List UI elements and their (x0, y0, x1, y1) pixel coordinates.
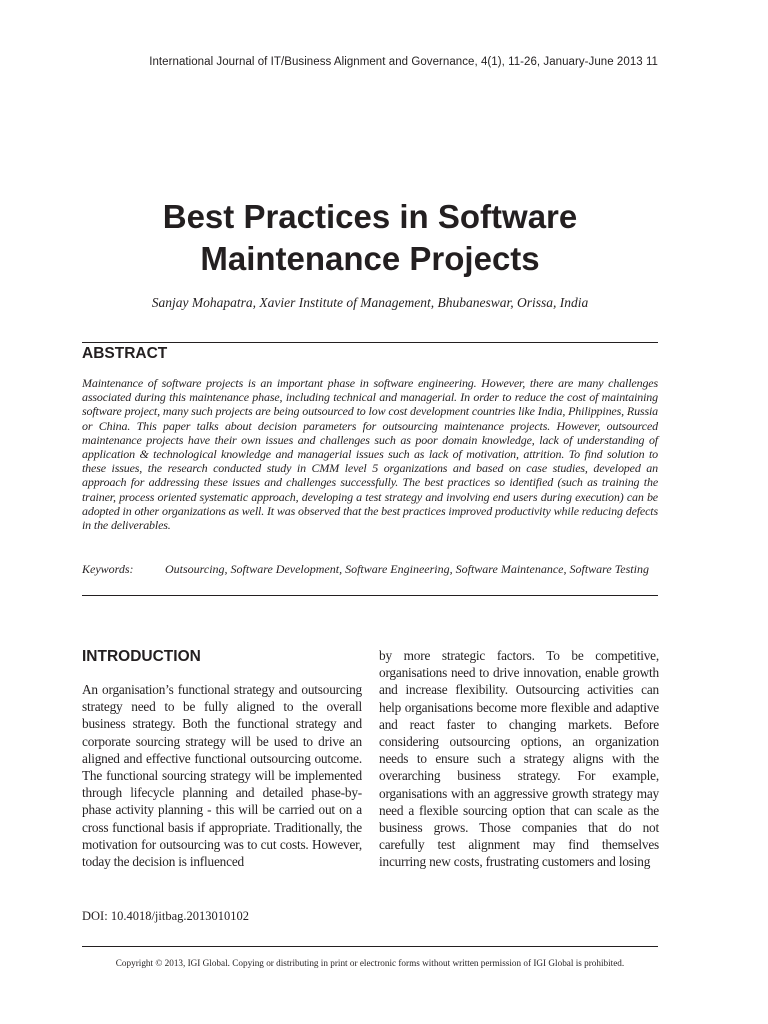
article-title-line-1: Best Practices in Software (162, 198, 578, 235)
introduction-heading: INTRODUCTION (82, 648, 201, 665)
abstract-body: Maintenance of software projects is an important phase in software engineering. However, there are many challenges associated during this maintenance phase, including technical and managerial. In order to reduce the cost of maintaining software project, many such projects are being outsourced to low cost development countries like India, Philippines, Russia or China. This paper talks about decision parameters for outsourcing maintenance projects. However, outsourced maintenance projects have their own issues and challenges such as poor domain knowledge, lack of understanding of application & technological knowledge and managerial issues such as lack of motivation, attrition. To find solution to these issues, the research conducted study in CMM level 5 organizations and based on case studies, developed an approach for addressing these issues and challenges successfully. The best practices so identified (such as training the trainer, process oriented systematic approach, developing a test strategy and involving end users during execution) can be adopted in other organizations as well. It was observed that the best practices improved productivity while reducing defects in the deliverables. (82, 376, 658, 533)
abstract-bottom-rule (82, 595, 658, 596)
article-title (60, 196, 680, 280)
running-header: International Journal of IT/Business Alignment and Governance, 4(1), 11-26, January-June 2013 11 (149, 56, 658, 68)
footer-rule (82, 946, 658, 947)
keywords-label: Keywords: (82, 562, 134, 576)
abstract-top-rule (82, 342, 658, 343)
article-title-line-2: Maintenance Projects (200, 240, 540, 277)
introduction-left-column: An organisation’s functional strategy and outsourcing strategy need to be fully aligned to the overall business strategy. Both the functional strategy and corporate sourcing strategy will be used to drive an aligned and effective functional outsourcing outcome. The functional sourcing strategy will be implemented through lifecycle planning and detailed phase-by-phase activity planning - this will be carried out on a cross functional basis if appropriate. Traditionally, the motivation for outsourcing was to cut costs. However, today the decision is influenced (82, 682, 362, 870)
doi: DOI: 10.4018/jitbag.2013010102 (82, 909, 250, 923)
keywords (82, 562, 658, 576)
abstract-heading: ABSTRACT (82, 345, 168, 362)
copyright-notice: Copyright © 2013, IGI Global. Copying or distributing in print or electronic forms without written permission of IGI Global is prohibited. (115, 958, 625, 968)
author-affiliation: Sanjay Mohapatra, Xavier Institute of Management, Bhubaneswar, Orissa, India (151, 295, 589, 310)
keywords-values: Outsourcing, Software Development, Software Engineering, Software Maintenance, Software Testing (165, 562, 649, 576)
introduction-right-column: by more strategic factors. To be competitive, organisations need to drive innovation, enable growth and increase flexibility. Outsourcing activities can help organisations become more flexible and adaptive and react faster to changing markets. Before considering outsourcing options, an organization needs to ensure such a strategy aligns with the overarching business strategy. For example, organisations with an aggressive growth strategy may need a flexible sourcing option that can scale as the business grows. Those companies that do not carefully test alignment may find themselves incurring new costs, frustrating customers and losing (379, 648, 659, 870)
